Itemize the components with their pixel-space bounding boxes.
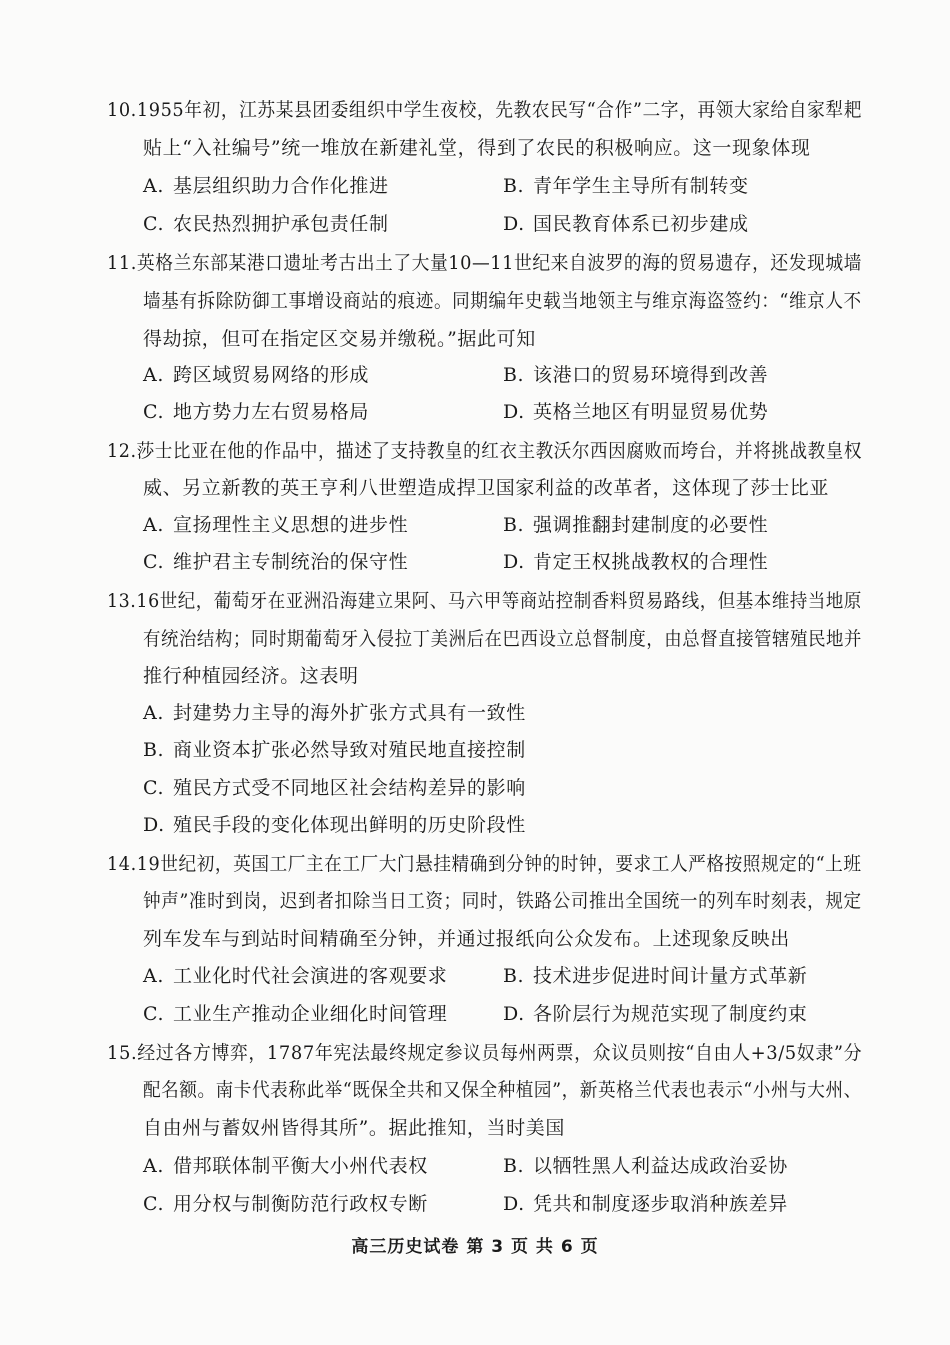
option-b[interactable] <box>503 362 768 388</box>
option-letter: C. <box>143 401 165 423</box>
option-letter: B. <box>503 1155 525 1177</box>
stem-text: 经过各方博弈，1787年宪法最终规定参议员每州两票，众议员则按“自由人+3/5奴隶”分 <box>137 1042 863 1064</box>
option-letter: C. <box>143 213 165 235</box>
option-text: 借邦联体制平衡大小州代表权 <box>173 1155 428 1177</box>
option-c[interactable] <box>143 211 389 237</box>
option-a[interactable] <box>143 512 408 538</box>
option-letter: D. <box>143 814 165 836</box>
question-stem-line: 得劫掠，但可在指定区交易并缴税。”据此可知 <box>143 328 536 350</box>
question-number: 10. <box>107 99 137 121</box>
question-stem-line: 威、另立新教的英王亨利八世塑造成捍卫国家利益的改革者，这体现了莎士比亚 <box>143 477 830 499</box>
question-stem-line <box>107 97 862 123</box>
option-letter: C. <box>143 551 165 573</box>
option-letter: A. <box>143 1155 164 1177</box>
option-text: 殖民方式受不同地区社会结构差异的影响 <box>173 777 526 799</box>
option-letter: B. <box>143 739 165 761</box>
option-text: 国民教育体系已初步建成 <box>533 213 749 235</box>
option-text: 该港口的贸易环境得到改善 <box>533 364 769 386</box>
option-text: 基层组织助力合作化推进 <box>173 175 389 197</box>
option-d[interactable] <box>503 1001 807 1027</box>
option-letter: C. <box>143 1193 165 1215</box>
question-stem-line: 贴上“入社编号”统一堆放在新建礼堂，得到了农民的积极响应。这一现象体现 <box>143 137 811 159</box>
option-letter: C. <box>143 777 165 799</box>
option-text: 青年学生主导所有制转变 <box>533 175 749 197</box>
question-stem-line <box>107 851 862 877</box>
question-number: 14. <box>107 853 137 875</box>
option-d[interactable] <box>503 399 768 425</box>
option-d[interactable] <box>503 211 749 237</box>
option-letter: D. <box>503 1003 525 1025</box>
option-c[interactable] <box>143 399 369 425</box>
option-letter: A. <box>143 514 164 536</box>
option-text: 各阶层行为规范实现了制度约束 <box>533 1003 808 1025</box>
question-stem-line: 钟声”准时到岗，迟到者扣除当日工资；同时，铁路公司推出全国统一的列车时刻表，规定 <box>143 890 862 912</box>
option-b[interactable] <box>503 1153 788 1179</box>
stem-text: 16世纪，葡萄牙在亚洲沿海建立果阿、马六甲等商站控制香料贸易路线，但基本维持当地原 <box>136 590 862 612</box>
option-b[interactable] <box>143 737 526 763</box>
option-letter: B. <box>503 514 525 536</box>
option-text: 跨区域贸易网络的形成 <box>173 364 370 386</box>
option-text: 英格兰地区有明显贸易优势 <box>533 401 769 423</box>
option-text: 殖民手段的变化体现出鲜明的历史阶段性 <box>173 814 526 836</box>
option-text: 维护君主专制统治的保守性 <box>173 551 409 573</box>
option-text: 农民热烈拥护承包责任制 <box>173 213 389 235</box>
stem-text: 莎士比亚在他的作品中，描述了支持教皇的红衣主教沃尔西因腐败而垮台，并将挑战教皇权 <box>136 440 863 462</box>
option-text: 工业生产推动企业细化时间管理 <box>173 1003 448 1025</box>
question-number: 12. <box>107 440 137 462</box>
option-letter: D. <box>503 551 525 573</box>
option-a[interactable] <box>143 1153 428 1179</box>
option-c[interactable] <box>143 1001 447 1027</box>
question-stem-line: 墙基有拆除防御工事增设商站的痕迹。同期编年史载当地领主与维京海盗签约：“维京人不 <box>143 290 862 312</box>
option-letter: B. <box>503 965 525 987</box>
option-b[interactable] <box>503 173 749 199</box>
question-stem-line <box>107 438 862 464</box>
option-letter: C. <box>143 1003 165 1025</box>
question-stem-line <box>107 250 862 276</box>
option-a[interactable] <box>143 362 369 388</box>
option-letter: A. <box>143 175 164 197</box>
question-stem-line: 列车发车与到站时间精确至分钟，并通过报纸向公众发布。上述现象反映出 <box>143 928 790 950</box>
option-text: 商业资本扩张必然导致对殖民地直接控制 <box>173 739 526 761</box>
option-text: 封建势力主导的海外扩张方式具有一致性 <box>173 702 526 724</box>
option-letter: A. <box>143 702 164 724</box>
option-letter: D. <box>503 1193 525 1215</box>
question-stem-line <box>107 588 862 614</box>
question-number: 13. <box>107 590 137 612</box>
option-d[interactable] <box>503 1191 788 1217</box>
option-letter: D. <box>503 213 525 235</box>
question-stem-line <box>107 1040 862 1066</box>
option-letter: A. <box>143 965 164 987</box>
option-text: 肯定王权挑战教权的合理性 <box>533 551 769 573</box>
option-text: 以牺牲黑人利益达成政治妥协 <box>533 1155 788 1177</box>
page-footer: 高三历史试卷 第 3 页 共 6 页 <box>351 1237 599 1257</box>
option-c[interactable] <box>143 549 408 575</box>
stem-text: 1955年初，江苏某县团委组织中学生夜校，先教农民写“合作”二字，再领大家给自家犁耙 <box>136 99 863 121</box>
option-a[interactable] <box>143 963 447 989</box>
option-letter: B. <box>503 175 525 197</box>
option-a[interactable] <box>143 700 526 726</box>
option-b[interactable] <box>503 963 807 989</box>
option-b[interactable] <box>503 512 768 538</box>
option-d[interactable] <box>503 549 768 575</box>
option-letter: D. <box>503 401 525 423</box>
option-text: 凭共和制度逐步取消种族差异 <box>533 1193 788 1215</box>
option-letter: A. <box>143 364 164 386</box>
question-number: 11. <box>107 252 137 274</box>
option-a[interactable] <box>143 173 389 199</box>
option-text: 用分权与制衡防范行政权专断 <box>173 1193 428 1215</box>
option-c[interactable] <box>143 775 526 801</box>
option-d[interactable] <box>143 812 526 838</box>
stem-text: 19世纪初，英国工厂主在工厂大门悬挂精确到分钟的时钟，要求工人严格按照规定的“上班 <box>136 853 862 875</box>
question-number: 15. <box>107 1042 138 1064</box>
option-text: 工业化时代社会演进的客观要求 <box>173 965 448 987</box>
question-stem-line: 配名额。南卡代表称此举“既保全共和又保全种植园”，新英格兰代表也表示“小州与大州、 <box>143 1079 862 1101</box>
option-text: 技术进步促进时间计量方式革新 <box>533 965 808 987</box>
stem-text: 英格兰东部某港口遗址考古出土了大量10—11世纪来自波罗的海的贸易遗存，还发现城墙 <box>136 252 863 274</box>
option-letter: B. <box>503 364 525 386</box>
option-c[interactable] <box>143 1191 428 1217</box>
question-stem-line: 推行种植园经济。这表明 <box>143 665 359 687</box>
option-text: 强调推翻封建制度的必要性 <box>533 514 769 536</box>
question-stem-line: 自由州与蓄奴州皆得其所”。据此推知，当时美国 <box>143 1117 565 1139</box>
option-text: 宣扬理性主义思想的进步性 <box>173 514 409 536</box>
question-stem-line: 有统治结构；同时期葡萄牙入侵拉丁美洲后在巴西设立总督制度，由总督直接管辖殖民地并 <box>143 628 863 650</box>
option-text: 地方势力左右贸易格局 <box>173 401 370 423</box>
